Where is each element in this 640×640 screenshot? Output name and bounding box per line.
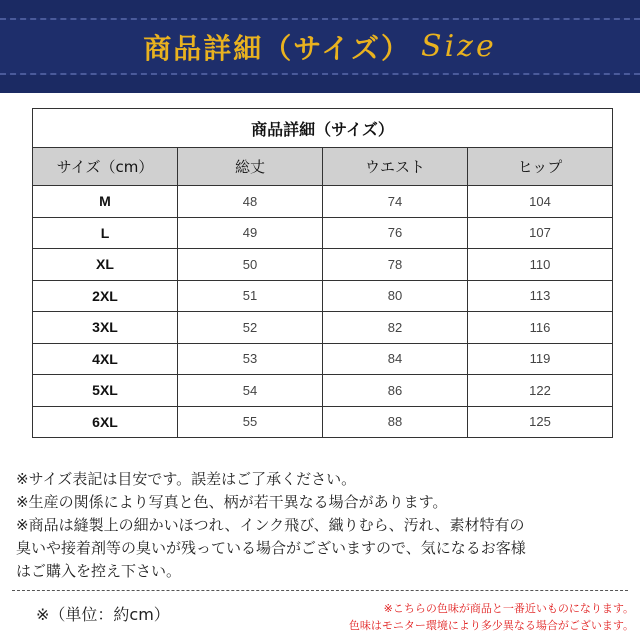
cell-length: 54 bbox=[178, 375, 323, 407]
cell-size: 6XL bbox=[33, 406, 178, 438]
cell-length: 48 bbox=[178, 186, 323, 218]
notes-section bbox=[16, 468, 628, 583]
cell-length: 49 bbox=[178, 217, 323, 249]
table-row bbox=[33, 217, 613, 249]
note-line: ※サイズ表記は目安です。誤差はご了承ください。 bbox=[16, 470, 357, 488]
cell-hip: 122 bbox=[468, 375, 613, 407]
cell-size: XL bbox=[33, 249, 178, 281]
banner-title: 商品詳細（サイズ） bbox=[143, 31, 412, 65]
color-disclaimer bbox=[322, 600, 634, 634]
cell-length: 55 bbox=[178, 406, 323, 438]
cell-length: 51 bbox=[178, 280, 323, 312]
cell-waist: 82 bbox=[323, 312, 468, 344]
color-note-line: ※こちらの色味が商品と一番近いものになります。 bbox=[383, 602, 634, 615]
unit-note: ※（単位：約cm） bbox=[36, 605, 170, 624]
table-caption: 商品詳細（サイズ） bbox=[33, 109, 613, 148]
cell-size: 3XL bbox=[33, 312, 178, 344]
cell-waist: 78 bbox=[323, 249, 468, 281]
header-hip: ヒップ bbox=[468, 148, 613, 186]
note-line: はご購入を控え下さい。 bbox=[16, 562, 182, 580]
cell-hip: 116 bbox=[468, 312, 613, 344]
header-banner bbox=[0, 0, 640, 93]
table-header-row bbox=[33, 148, 613, 186]
cell-waist: 76 bbox=[323, 217, 468, 249]
table-body bbox=[33, 186, 613, 438]
size-table-container bbox=[32, 108, 612, 438]
note-line: ※商品は縫製上の細かいほつれ、インク飛び、織りむら、汚れ、素材特有の bbox=[16, 516, 525, 534]
cell-waist: 88 bbox=[323, 406, 468, 438]
cell-size: 5XL bbox=[33, 375, 178, 407]
cell-size: L bbox=[33, 217, 178, 249]
note-line: 臭いや接着剤等の臭いが残っている場合がございますので、気になるお客様 bbox=[16, 539, 526, 557]
note-line: ※生産の関係により写真と色、柄が若干異なる場合があります。 bbox=[16, 493, 448, 511]
cell-waist: 74 bbox=[323, 186, 468, 218]
cell-waist: 80 bbox=[323, 280, 468, 312]
cell-waist: 86 bbox=[323, 375, 468, 407]
cell-size: 4XL bbox=[33, 343, 178, 375]
cell-hip: 107 bbox=[468, 217, 613, 249]
cell-waist: 84 bbox=[323, 343, 468, 375]
cell-length: 52 bbox=[178, 312, 323, 344]
cell-size: 2XL bbox=[33, 280, 178, 312]
header-length: 総丈 bbox=[178, 148, 323, 186]
cell-length: 53 bbox=[178, 343, 323, 375]
cell-hip: 119 bbox=[468, 343, 613, 375]
header-size: サイズ（cm） bbox=[33, 148, 178, 186]
color-note-line: 色味はモニター環境により多少異なる場合がございます。 bbox=[348, 619, 634, 632]
table-row bbox=[33, 343, 613, 375]
cell-length: 50 bbox=[178, 249, 323, 281]
banner-title-bar bbox=[0, 18, 640, 75]
size-table bbox=[32, 108, 613, 438]
table-row bbox=[33, 280, 613, 312]
cell-hip: 125 bbox=[468, 406, 613, 438]
table-row bbox=[33, 375, 613, 407]
table-row bbox=[33, 406, 613, 438]
cell-hip: 104 bbox=[468, 186, 613, 218]
cell-size: M bbox=[33, 186, 178, 218]
table-row bbox=[33, 186, 613, 218]
table-row bbox=[33, 312, 613, 344]
dashed-divider bbox=[12, 590, 628, 591]
banner-script-text: Size bbox=[421, 29, 497, 64]
cell-hip: 113 bbox=[468, 280, 613, 312]
header-waist: ウエスト bbox=[323, 148, 468, 186]
table-row bbox=[33, 249, 613, 281]
cell-hip: 110 bbox=[468, 249, 613, 281]
